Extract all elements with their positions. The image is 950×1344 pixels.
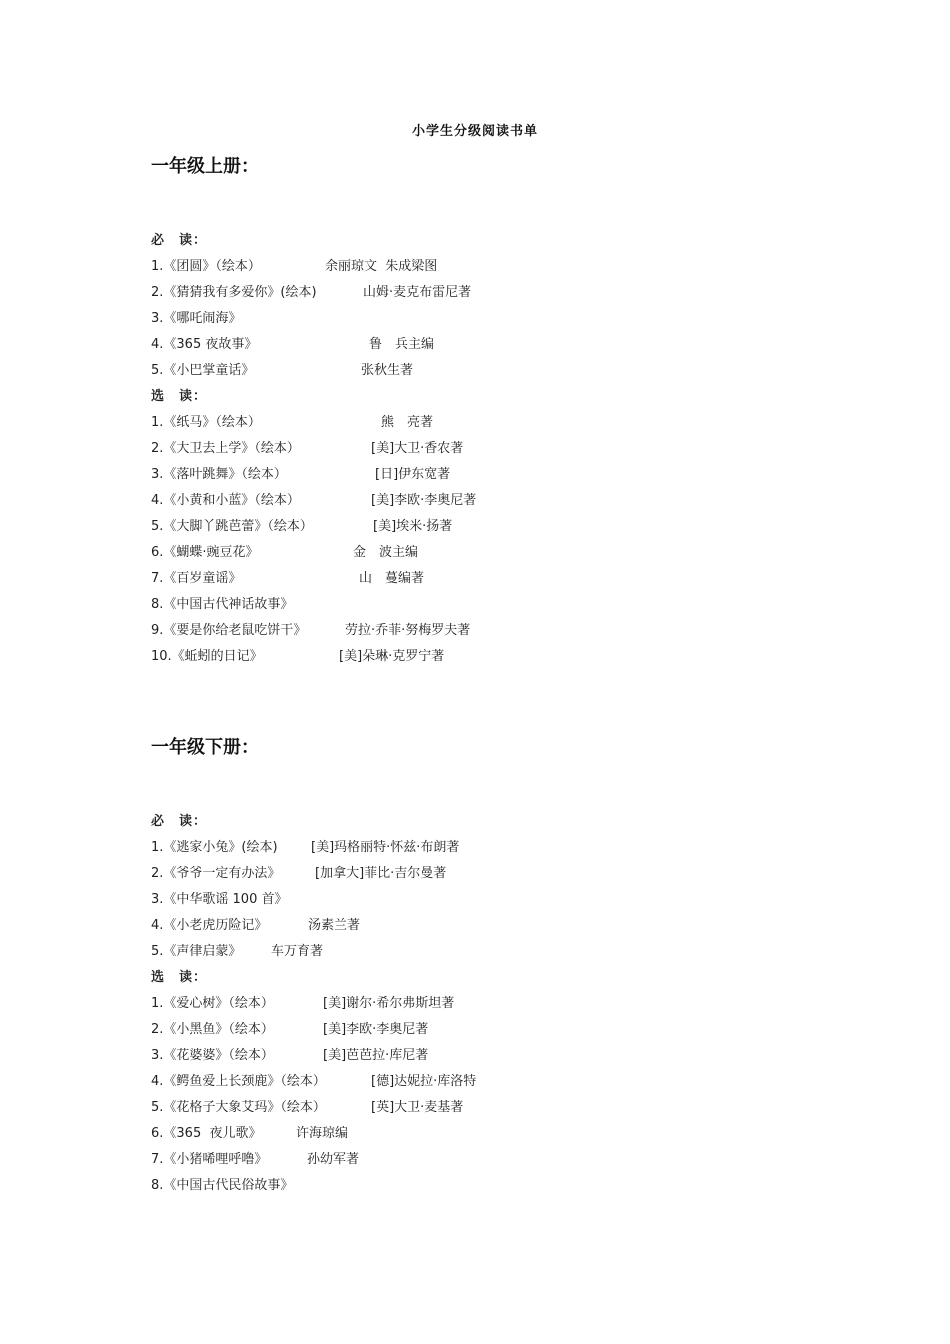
list-item	[151, 540, 711, 566]
list-item	[151, 939, 711, 965]
book-title: 8.《中国古代神话故事》	[151, 597, 294, 612]
book-author: 车万育著	[271, 944, 324, 959]
book-author: [美]玛格丽特·怀兹·布朗著	[311, 840, 460, 855]
list-item	[151, 887, 711, 913]
book-title: 1.《团圆》（绘本）	[151, 259, 261, 274]
book-author: [美]朵琳·克罗宁著	[339, 649, 445, 664]
book-title: 2.《爷爷一定有办法》	[151, 866, 281, 881]
book-title: 3.《花婆婆》（绘本）	[151, 1048, 274, 1063]
book-author: 孙幼军著	[307, 1152, 360, 1167]
book-title: 5.《花格子大象艾玛》（绘本）	[151, 1100, 326, 1115]
book-title: 4.《365 夜故事》	[151, 337, 258, 352]
book-author: 余丽琼文 朱成梁图	[325, 259, 438, 274]
list-item	[151, 410, 711, 436]
list-item	[151, 644, 711, 670]
book-author: 汤素兰著	[308, 918, 361, 933]
book-title: 6.《蝴蝶·豌豆花》	[151, 545, 259, 560]
list-item	[151, 991, 711, 1017]
book-title: 10.《蚯蚓的日记》	[151, 649, 263, 664]
book-author: [美]谢尔·希尔弗斯坦著	[323, 996, 455, 1011]
list-item	[151, 861, 711, 887]
book-author: [美]芭芭拉·库尼著	[323, 1048, 429, 1063]
book-author: 山姆·麦克布雷尼著	[363, 285, 472, 300]
list-item	[151, 332, 711, 358]
reading-list	[151, 228, 711, 670]
list-item	[151, 358, 711, 384]
book-title: 1.《纸马》（绘本）	[151, 415, 261, 430]
book-author: 许海琼编	[296, 1126, 349, 1141]
page-title: 小学生分级阅读书单	[411, 124, 538, 139]
reading-list	[151, 809, 711, 1199]
list-item	[151, 1017, 711, 1043]
book-author: [英]大卫·麦基著	[371, 1100, 464, 1115]
book-title: 4.《小老虎历险记》	[151, 918, 268, 933]
book-title: 7.《小猪唏哩呼噜》	[151, 1152, 268, 1167]
list-item	[151, 592, 711, 618]
list-item	[151, 1095, 711, 1121]
optional-label: 选 读：	[151, 389, 208, 404]
list-item	[151, 566, 711, 592]
book-author: [美]李欧·李奥尼著	[371, 493, 477, 508]
book-title: 4.《鳄鱼爱上长颈鹿》（绘本）	[151, 1074, 326, 1089]
book-title: 5.《小巴掌童话》	[151, 363, 255, 378]
book-author: 熊 亮著	[381, 415, 434, 430]
book-author: 劳拉·乔菲·努梅罗夫著	[345, 623, 471, 638]
book-author: [美]李欧·李奥尼著	[323, 1022, 429, 1037]
list-item	[151, 1147, 711, 1173]
book-title: 5.《大脚丫跳芭蕾》（绘本）	[151, 519, 313, 534]
book-title: 3.《中华歌谣 100 首》	[151, 892, 288, 907]
book-author: 山 蔓编著	[359, 571, 425, 586]
optional-label: 选 读：	[151, 970, 208, 985]
book-title: 1.《逃家小兔》(绘本)	[151, 840, 278, 855]
list-item	[151, 1043, 711, 1069]
list-item	[151, 462, 711, 488]
list-item	[151, 1121, 711, 1147]
book-title: 5.《声律启蒙》	[151, 944, 242, 959]
book-title: 9.《要是你给老鼠吃饼干》	[151, 623, 307, 638]
list-item	[151, 618, 711, 644]
required-label: 必 读：	[151, 233, 208, 248]
required-label: 必 读：	[151, 814, 208, 829]
book-author: [美]埃米·扬著	[373, 519, 453, 534]
book-author: [德]达妮拉·库洛特	[371, 1074, 477, 1089]
book-title: 2.《小黑鱼》（绘本）	[151, 1022, 274, 1037]
book-title: 2.《大卫去上学》（绘本）	[151, 441, 300, 456]
grade-heading: 一年级上册：	[151, 156, 259, 177]
book-author: 鲁 兵主编	[369, 337, 435, 352]
list-item	[151, 514, 711, 540]
book-author: 金 波主编	[353, 545, 419, 560]
book-author: [加拿大]菲比·吉尔曼著	[315, 866, 447, 881]
book-title: 3.《落叶跳舞》（绘本）	[151, 467, 287, 482]
list-item	[151, 488, 711, 514]
book-title: 7.《百岁童谣》	[151, 571, 242, 586]
grade-heading: 一年级下册：	[151, 737, 259, 758]
book-title: 4.《小黄和小蓝》（绘本）	[151, 493, 300, 508]
list-item	[151, 835, 711, 861]
book-title: 1.《爱心树》（绘本）	[151, 996, 274, 1011]
book-title: 3.《哪吒闹海》	[151, 311, 242, 326]
list-item	[151, 436, 711, 462]
book-author: 张秋生著	[361, 363, 414, 378]
book-title: 8.《中国古代民俗故事》	[151, 1178, 294, 1193]
book-author: [美]大卫·香农著	[371, 441, 464, 456]
book-title: 2.《猜猜我有多爱你》(绘本)	[151, 285, 317, 300]
list-item	[151, 1069, 711, 1095]
book-author: [日]伊东宽著	[375, 467, 451, 482]
list-item	[151, 306, 711, 332]
list-item	[151, 913, 711, 939]
book-title: 6.《365 夜儿歌》	[151, 1126, 262, 1141]
list-item	[151, 254, 711, 280]
list-item	[151, 1173, 711, 1199]
list-item	[151, 280, 711, 306]
